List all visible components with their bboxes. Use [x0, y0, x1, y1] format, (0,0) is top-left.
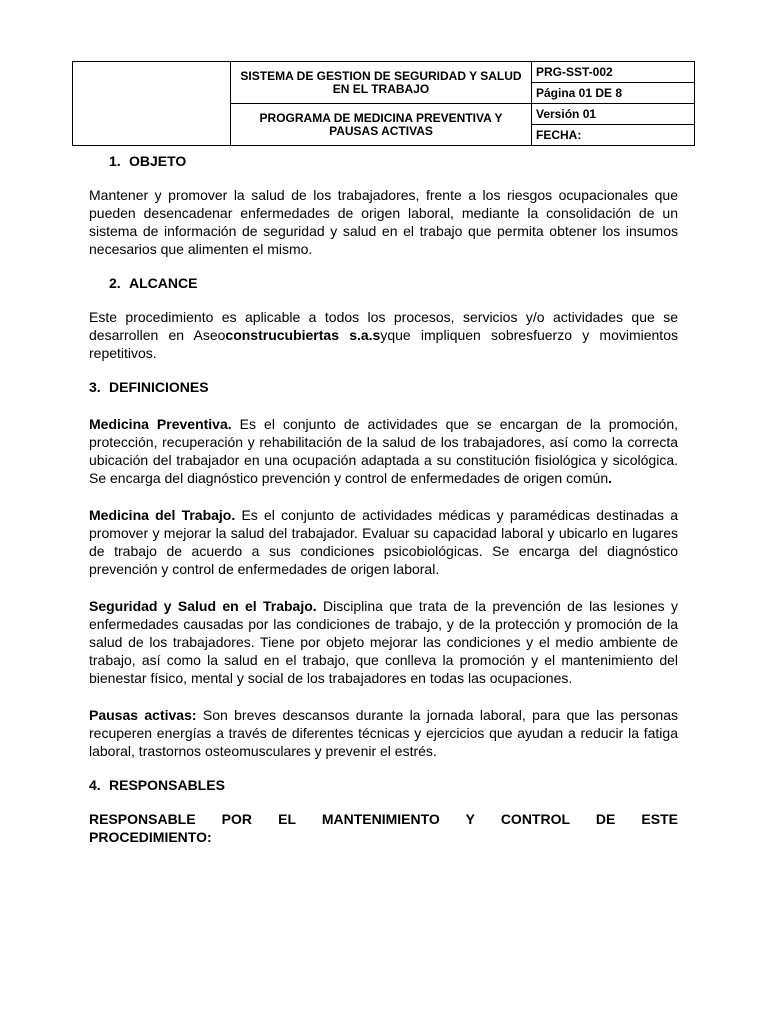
definition-seguridad-salud	[89, 597, 678, 687]
system-title: SISTEMA DE GESTION DE SEGURIDAD Y SALUD EN EL TRABAJO	[231, 62, 532, 104]
document-header-table	[72, 61, 695, 146]
definition-text: Es el conjunto de actividades médicas y paramédicas destinadas a promover y mejorar la salud del trabajador. Evaluar su capacidad laboral y ubicarlo en lugares de trabajo de acuerdo a sus condiciones psicobiológicas. Se encarga del diagnóstico prevención y control de enfermedades de origen laboral.	[89, 507, 678, 577]
definition-term: Medicina del Trabajo.	[89, 507, 236, 523]
program-title: PROGRAMA DE MEDICINA PREVENTIVA Y PAUSAS ACTIVAS	[231, 104, 532, 146]
definition-pausas-activas	[89, 706, 678, 760]
definition-end: .	[608, 470, 612, 486]
section-heading-responsables	[89, 776, 678, 794]
section-title: ALCANCE	[129, 275, 198, 291]
alcance-text-end: yque impliquen sobresfuerzo y movimientos repetitivos.	[89, 327, 678, 361]
alcance-text-start: Este procedimiento es aplicable a todos los procesos, servicios y/o actividades que se desarrollen en Aseo	[89, 309, 678, 343]
alcance-paragraph	[89, 308, 678, 362]
definition-term: Medicina Preventiva.	[89, 416, 232, 432]
section-title: DEFINICIONES	[109, 379, 209, 395]
definition-text: Disciplina que trata de la prevención de las lesiones y enfermedades causadas por las condiciones de trabajo, y de la protección y promoción de la salud de los trabajadores. Tiene por objeto mejorar las condiciones y el medio ambiente de trabajo, así como la salud en el trabajo, que conlleva la promoción y el mantenimiento del bienestar físico, mental y social de los trabajadores en todas las ocupaciones.	[89, 598, 678, 686]
logo-cell	[73, 62, 231, 146]
section-number: 2.	[109, 275, 121, 291]
version-label: Versión 01	[532, 104, 695, 125]
definition-medicina-preventiva	[89, 415, 678, 487]
section-heading-objeto	[89, 152, 678, 170]
definition-text: Son breves descansos durante la jornada laboral, para que las personas recuperen energías a través de diferentes técnicas y ejercicios que ayudan a reducir la fatiga laboral, trastornos osteomusculares y prevenir el estrés.	[89, 707, 679, 759]
company-name: construcubiertas s.a.s	[225, 327, 381, 343]
definition-medicina-trabajo	[89, 506, 678, 578]
section-title: OBJETO	[129, 153, 187, 169]
definition-term: Seguridad y Salud en el Trabajo.	[89, 598, 317, 614]
section-number: 1.	[109, 153, 121, 169]
section-number: 4.	[89, 777, 101, 793]
date-label: FECHA:	[532, 125, 695, 146]
section-heading-alcance	[89, 274, 678, 292]
document-code: PRG-SST-002	[532, 62, 695, 83]
responsable-line-1: RESPONSABLE POR EL MANTENIMIENTO Y CONTROL DE ESTE	[89, 811, 678, 827]
definition-text: Es el conjunto de actividades que se encargan de la promoción, protección, recuperación y rehabilitación de la salud de los trabajadores, así como la correcta ubicación del trabajador en una ocupación adaptada a su constitución fisiológica y sicológica. Se encarga del diagnóstico prevención y control de enfermedades de origen común	[89, 416, 679, 486]
definition-term: Pausas activas:	[89, 707, 197, 723]
page-number: Página 01 DE 8	[532, 83, 695, 104]
section-heading-definiciones	[89, 378, 678, 396]
document-body	[89, 152, 678, 846]
section-title: RESPONSABLES	[109, 777, 225, 793]
objeto-paragraph: Mantener y promover la salud de los trabajadores, frente a los riesgos ocupacionales que pueden desencadenar enfermedades de origen laboral, mediante la consolidación de un sistema de información de seguridad y salud en el trabajo que permita obtener los insumos necesarios que alimenten el mismo.	[89, 187, 678, 257]
responsable-line-2: PROCEDIMIENTO:	[89, 829, 212, 845]
section-number: 3.	[89, 379, 101, 395]
